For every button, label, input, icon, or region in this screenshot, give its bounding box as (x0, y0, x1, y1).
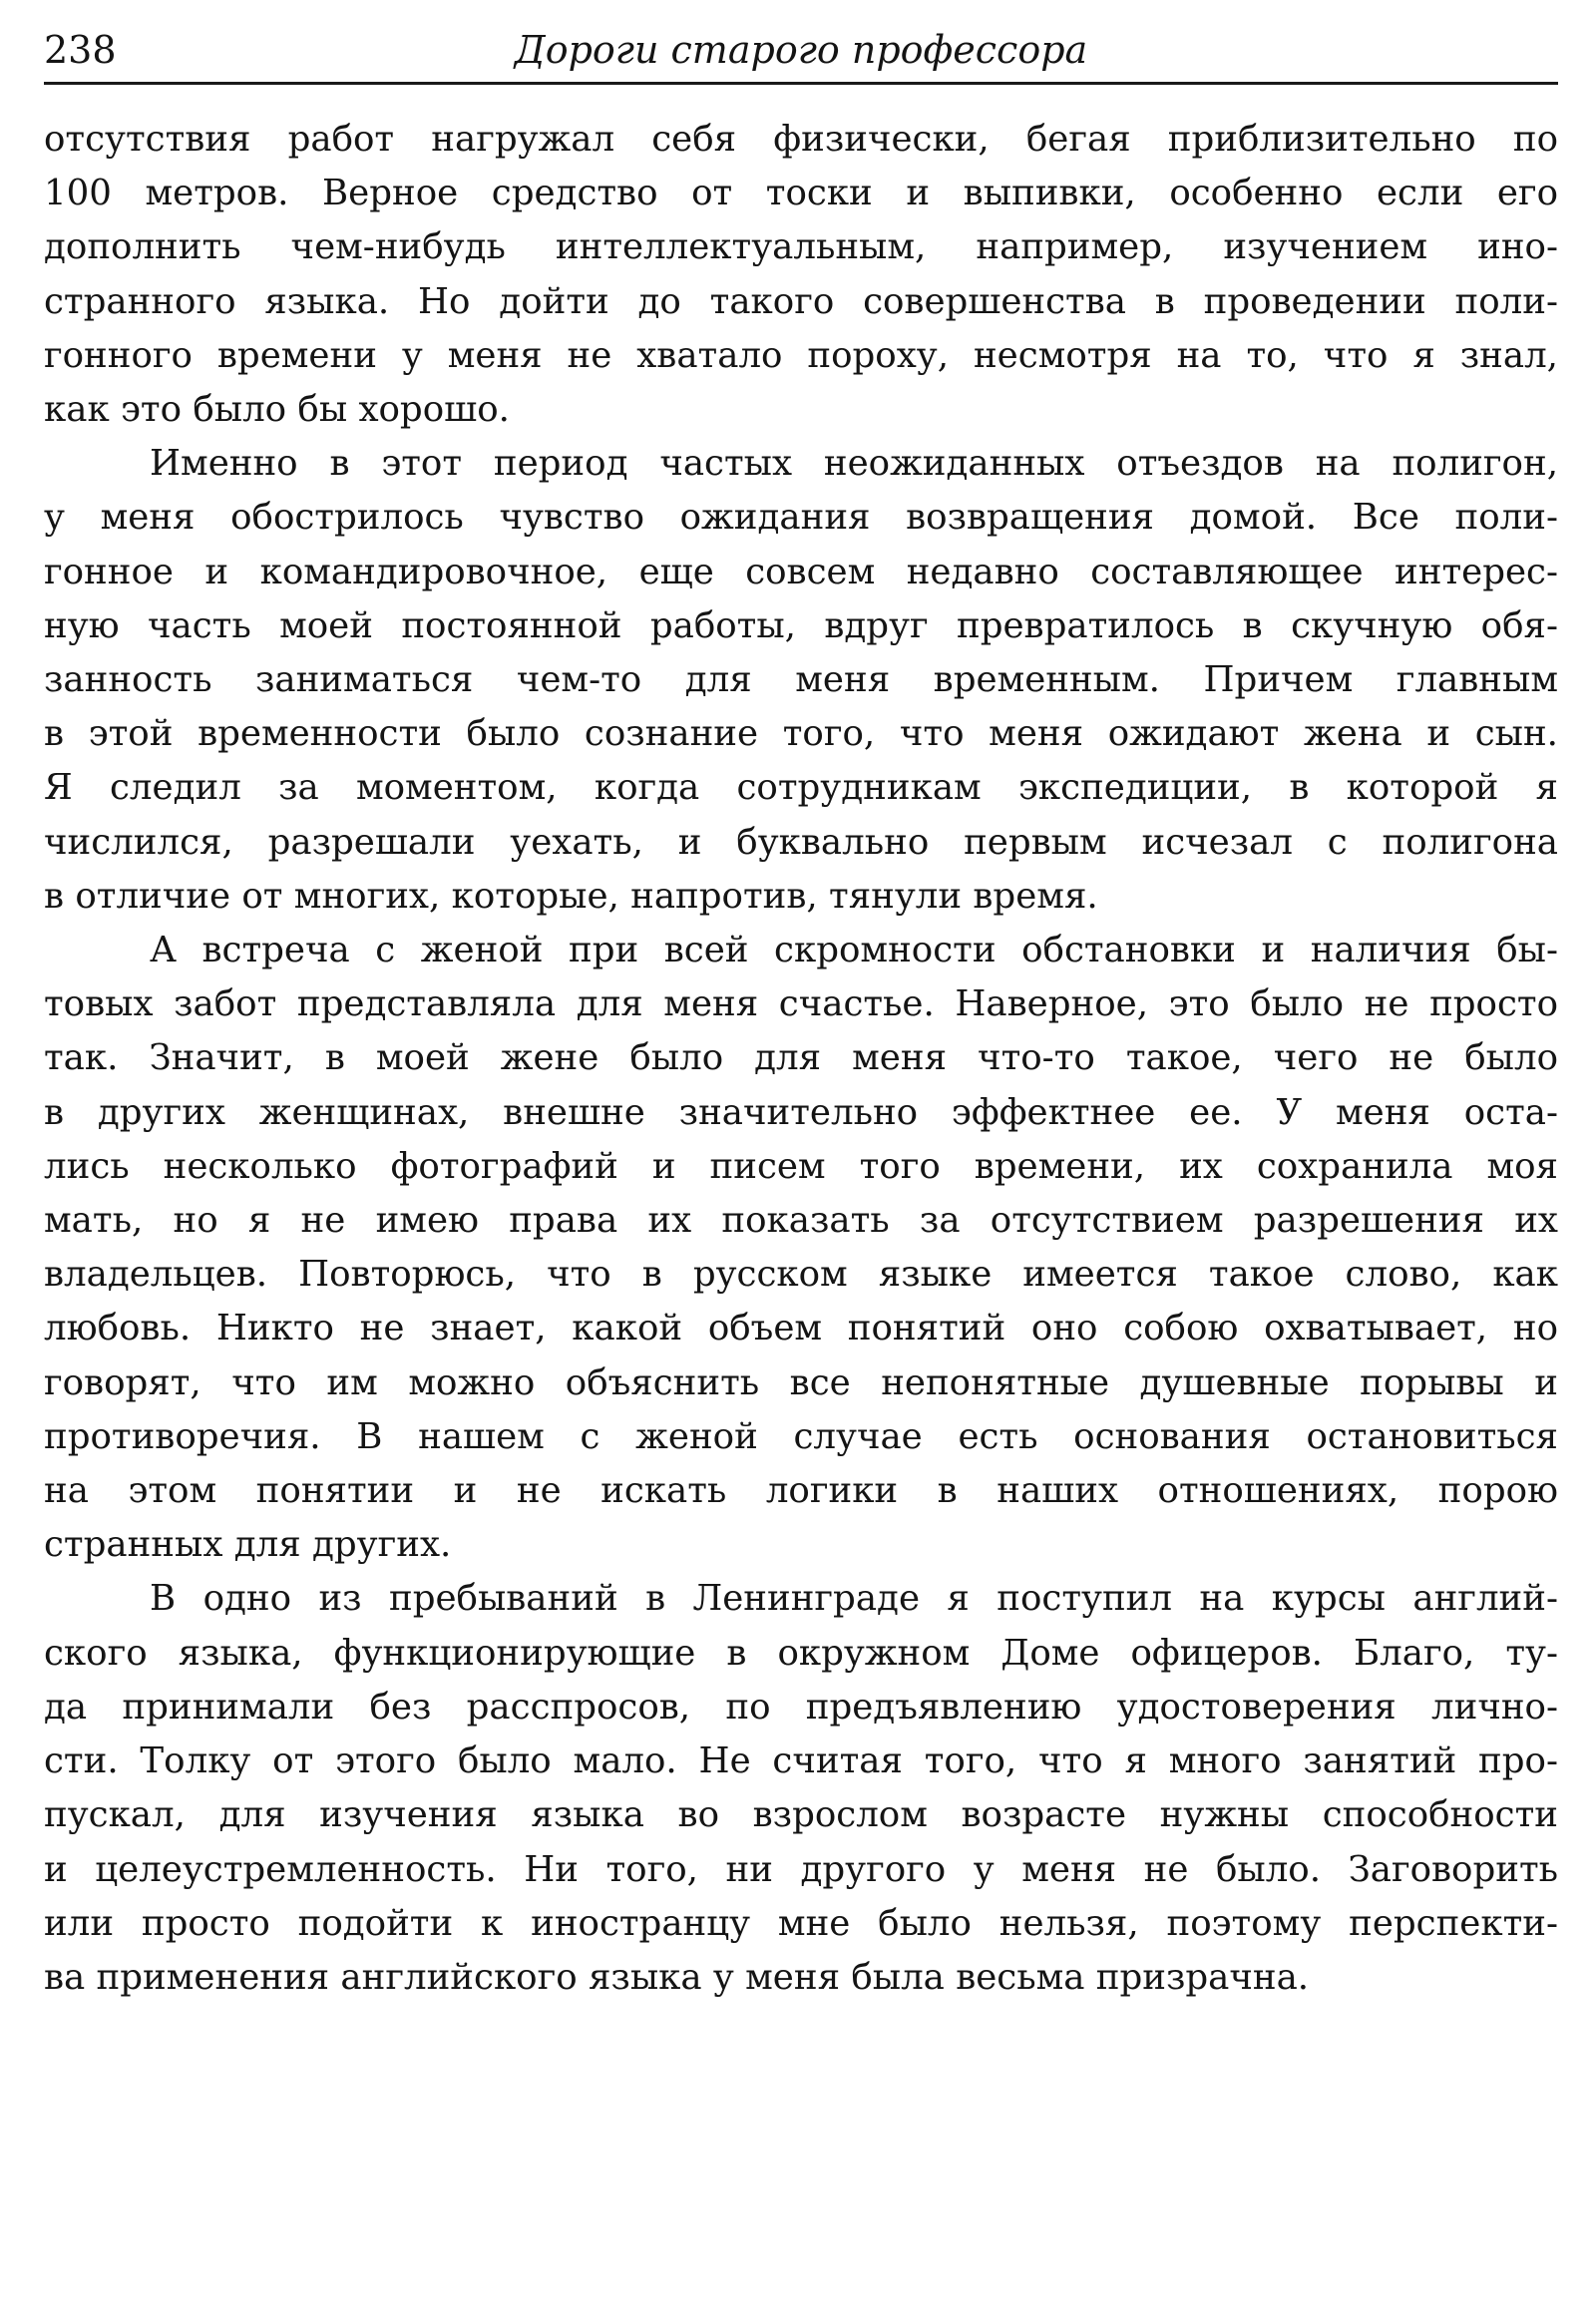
running-title: Дороги старого профессора (514, 28, 1088, 72)
text-line: 100 метров. Верное средство от тоски и выпивки, особенно если его (44, 173, 1558, 214)
text-line: лись несколько фотографий и писем того времени, их сохранила моя (44, 1145, 1558, 1187)
text-line: любовь. Никто не знает, какой объем понятий оно собою охватывает, но (44, 1308, 1558, 1349)
book-page (44, 20, 1558, 2294)
text-line: противоречия. В нашем с женой случае есть основания остановиться (44, 1415, 1558, 1457)
text-line: занность заниматься чем-то для меня временным. Причем главным (44, 659, 1558, 701)
text-line: гонное и командировочное, еще совсем недавно составляющее интерес- (44, 551, 1558, 592)
text-line: сти. Толку от этого было мало. Не считая того, что я много занятий про- (44, 1740, 1558, 1782)
text-line: отсутствия работ нагружал себя физически, бегая приблизительно по (44, 119, 1558, 160)
text-line: в других женщинах, внешне значительно эффектнее ее. У меня оста- (44, 1091, 1558, 1133)
text-line: числился, разрешали уехать, и буквально первым исчезал с полигона (44, 821, 1558, 863)
paragraph (44, 924, 1558, 1572)
text-line: А встреча с женой при всей скромности обстановки и наличия бы- (150, 930, 1558, 971)
text-line: Я следил за моментом, когда сотрудникам экспедиции, в которой я (44, 767, 1558, 809)
text-line: в этой временности было сознание того, что меня ожидают жена и сын. (44, 713, 1558, 755)
text-line: и целеустремленность. Ни того, ни другого у меня не было. Заговорить (44, 1848, 1558, 1890)
text-line: В одно из пребываний в Ленинграде я поступил на курсы англий- (150, 1578, 1558, 1620)
page-number: 238 (44, 28, 117, 72)
text-line: Именно в этот период частых неожиданных отъездов на полигон, (150, 443, 1558, 485)
text-line: товых забот представляла для меня счастье. Наверное, это было не просто (44, 983, 1558, 1025)
text-line: странного языка. Но дойти до такого совершенства в проведении поли- (44, 280, 1558, 322)
text-line: в отличие от многих, которые, напротив, тянули время. (44, 875, 1098, 917)
text-line: владельцев. Повторюсь, что в русском языке имеется такое слово, как (44, 1254, 1558, 1296)
body-text (44, 113, 1558, 2005)
text-line: ва применения английского языка у меня была весьма призрачна. (44, 1956, 1310, 1998)
running-header (44, 20, 1558, 85)
text-line: странных для других. (44, 1524, 452, 1566)
paragraph (44, 113, 1558, 437)
text-line: ную часть моей постоянной работы, вдруг превратилось в скучную обя- (44, 604, 1558, 646)
text-line: говорят, что им можно объяснить все непонятные душевные порывы и (44, 1361, 1558, 1403)
text-line: ского языка, функционирующие в окружном Доме офицеров. Благо, ту- (44, 1632, 1558, 1674)
text-line: гонного времени у меня не хватало пороху, несмотря на то, что я знал, (44, 334, 1558, 376)
text-line: да принимали без расспросов, по предъявлению удостоверения лично- (44, 1686, 1558, 1728)
text-line: мать, но я не имею права их показать за отсутствием разрешения их (44, 1200, 1558, 1242)
text-line: как это было бы хорошо. (44, 389, 510, 431)
text-line: у меня обострилось чувство ожидания возвращения домой. Все поли- (44, 497, 1558, 539)
text-line: пускал, для изучения языка во взрослом возрасте нужны способности (44, 1794, 1558, 1836)
text-line: дополнить чем-нибудь интеллектуальным, например, изучением ино- (44, 226, 1558, 268)
paragraph (44, 1572, 1558, 2005)
paragraph (44, 437, 1558, 924)
text-line: так. Значит, в моей жене было для меня что-то такое, чего не было (44, 1037, 1558, 1079)
text-line: или просто подойти к иностранцу мне было нельзя, поэтому перспекти- (44, 1902, 1558, 1944)
text-line: на этом понятии и не искать логики в наших отношениях, порою (44, 1470, 1558, 1512)
